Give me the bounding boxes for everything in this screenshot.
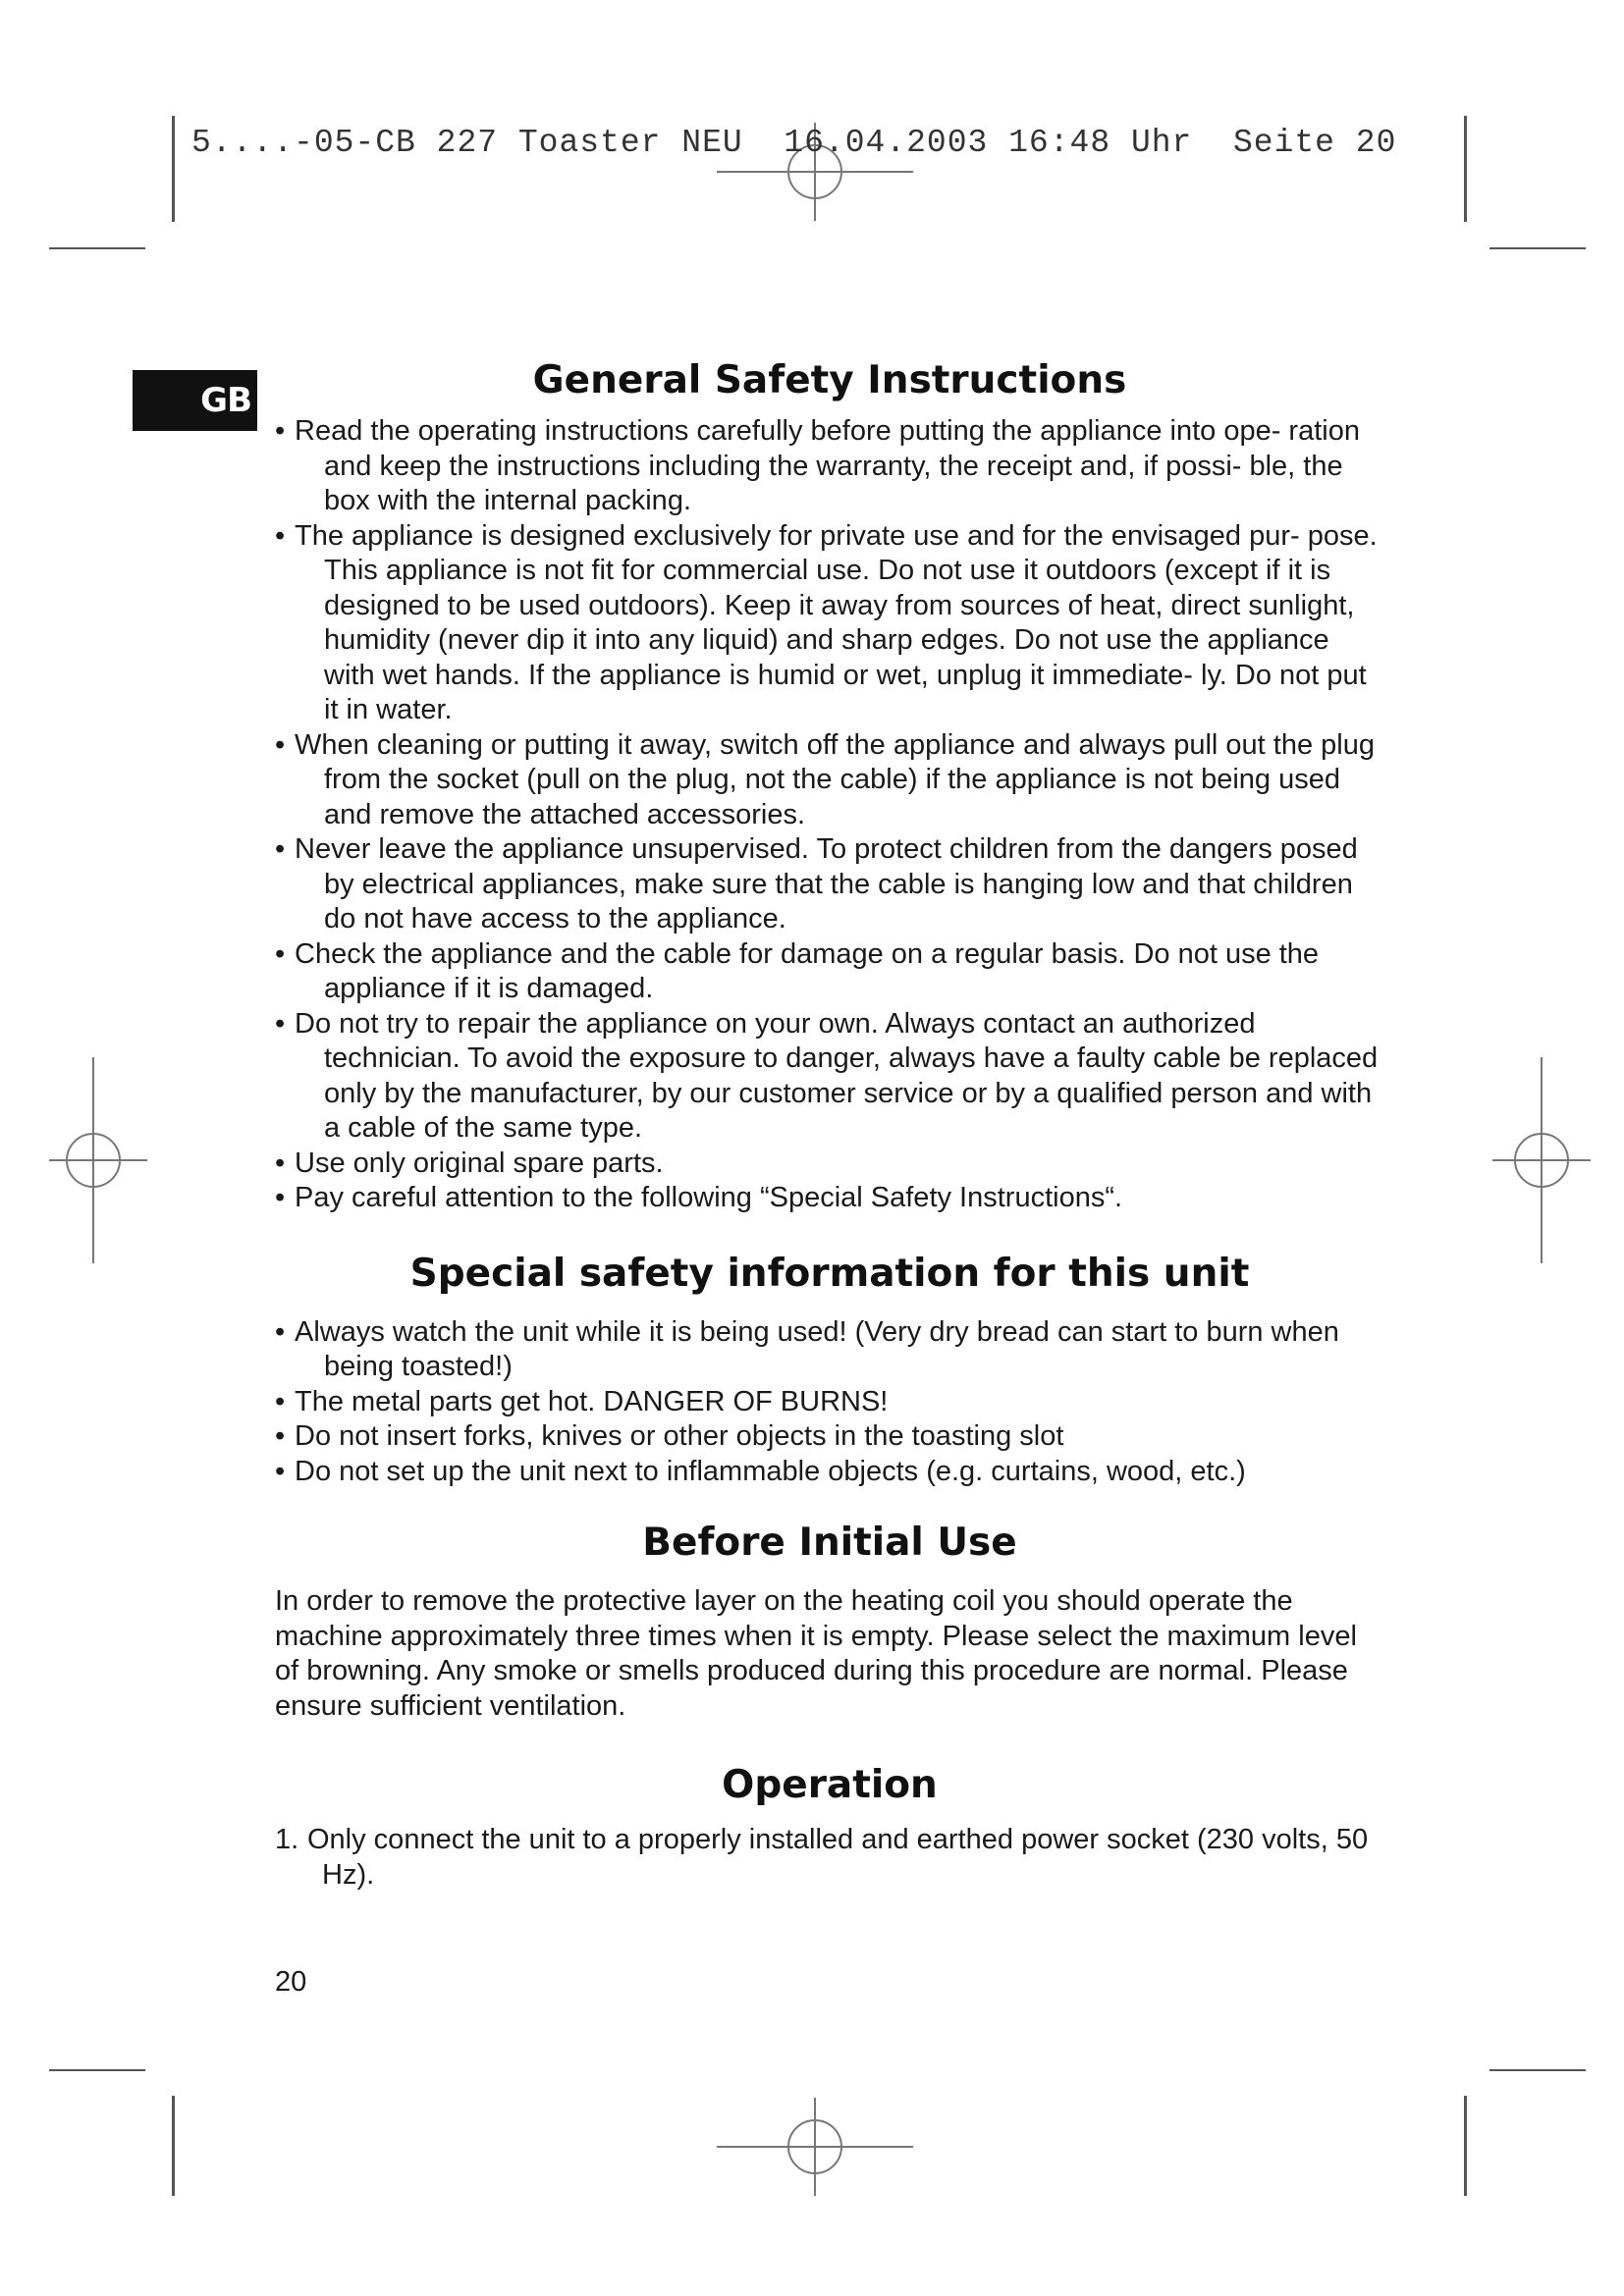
list-item: • Never leave the appliance unsupervised. To protect children from the dangers posed by electrical appliances, make sure that the cable is hanging low and that children do not have access to the appliance. bbox=[275, 832, 1384, 937]
operation-step bbox=[275, 1823, 1384, 1893]
print-header: 5....-05-CB 227 Toaster NEU 16.04.2003 16:48 Uhr Seite 20 bbox=[191, 125, 1397, 161]
section-title: Special safety information for this unit bbox=[409, 1251, 1250, 1296]
page-content bbox=[275, 358, 1384, 1893]
general-safety-list bbox=[275, 414, 1384, 1216]
crop-mark bbox=[49, 2069, 145, 2071]
list-item: • When cleaning or putting it away, switch off the appliance and always pull out the plug from the socket (pull on the plug, not the cable) if the appliance is not being used and remove the attached accessories. bbox=[275, 728, 1384, 833]
section-title: Before Initial Use bbox=[642, 1521, 1017, 1565]
list-item: • Always watch the unit while it is being used! (Very dry bread can start to burn when being toasted!) bbox=[275, 1315, 1384, 1385]
crop-mark bbox=[1464, 116, 1467, 222]
list-item: • Do not insert forks, knives or other objects in the toasting slot bbox=[275, 1419, 1384, 1455]
before-use-paragraph: In order to remove the protective layer on the heating coil you should operate the machine approximately three times when it is empty. Please select the maximum level of browning. Any smoke or smells produced during this procedure are normal. Please ensure sufficient ventilation. bbox=[275, 1585, 1357, 1722]
list-item: • Do not set up the unit next to inflammable objects (e.g. curtains, wood, etc.) bbox=[275, 1455, 1384, 1490]
section-title: Operation bbox=[722, 1763, 938, 1807]
registration-mark-icon bbox=[44, 1055, 152, 1266]
list-item: • Read the operating instructions carefully before putting the appliance into ope- ration and keep the instructions including the warranty, the receipt and, if possi- ble, the box with the internal packing. bbox=[275, 414, 1384, 519]
step-number: 1. bbox=[275, 1824, 299, 1855]
registration-mark-icon bbox=[707, 2096, 923, 2204]
crop-mark bbox=[49, 247, 145, 249]
crop-mark bbox=[172, 2096, 175, 2196]
page-number: 20 bbox=[275, 1966, 307, 1998]
list-item: • The metal parts get hot. DANGER OF BURNS! bbox=[275, 1385, 1384, 1420]
section-title: General Safety Instructions bbox=[532, 358, 1127, 402]
step-text: Only connect the unit to a properly installed and earthed power socket (230 volts, 50 Hz). bbox=[307, 1824, 1369, 1891]
crop-mark bbox=[1489, 2069, 1586, 2071]
registration-mark-icon bbox=[1488, 1055, 1596, 1266]
list-item: • Use only original spare parts. bbox=[275, 1147, 1384, 1182]
crop-mark bbox=[1464, 2096, 1467, 2196]
list-item: • The appliance is designed exclusively for private use and for the envisaged pur- pose. This appliance is not fit for commercial use. Do not use it outdoors (except if it is designed to be used outdoors). Keep it away from sources of heat, direct sunlight, humidity (never dip it into any liquid) and sharp edges. Do not use the appliance with wet hands. If the appliance is humid or wet, unplug it immediate- ly. Do not put it in water. bbox=[275, 519, 1384, 728]
language-tab: GB bbox=[133, 370, 257, 431]
list-item: • Check the appliance and the cable for damage on a regular basis. Do not use the appliance if it is damaged. bbox=[275, 937, 1384, 1007]
list-item: • Pay careful attention to the following “Special Safety Instructions“. bbox=[275, 1181, 1384, 1216]
special-safety-list bbox=[275, 1315, 1384, 1490]
list-item: • Do not try to repair the appliance on your own. Always contact an authorized technician. To avoid the exposure to danger, always have a faulty cable be replaced only by the manufacturer, by our customer service or by a qualified person and with a cable of the same type. bbox=[275, 1007, 1384, 1147]
crop-mark bbox=[172, 116, 175, 222]
crop-mark bbox=[1489, 247, 1586, 249]
